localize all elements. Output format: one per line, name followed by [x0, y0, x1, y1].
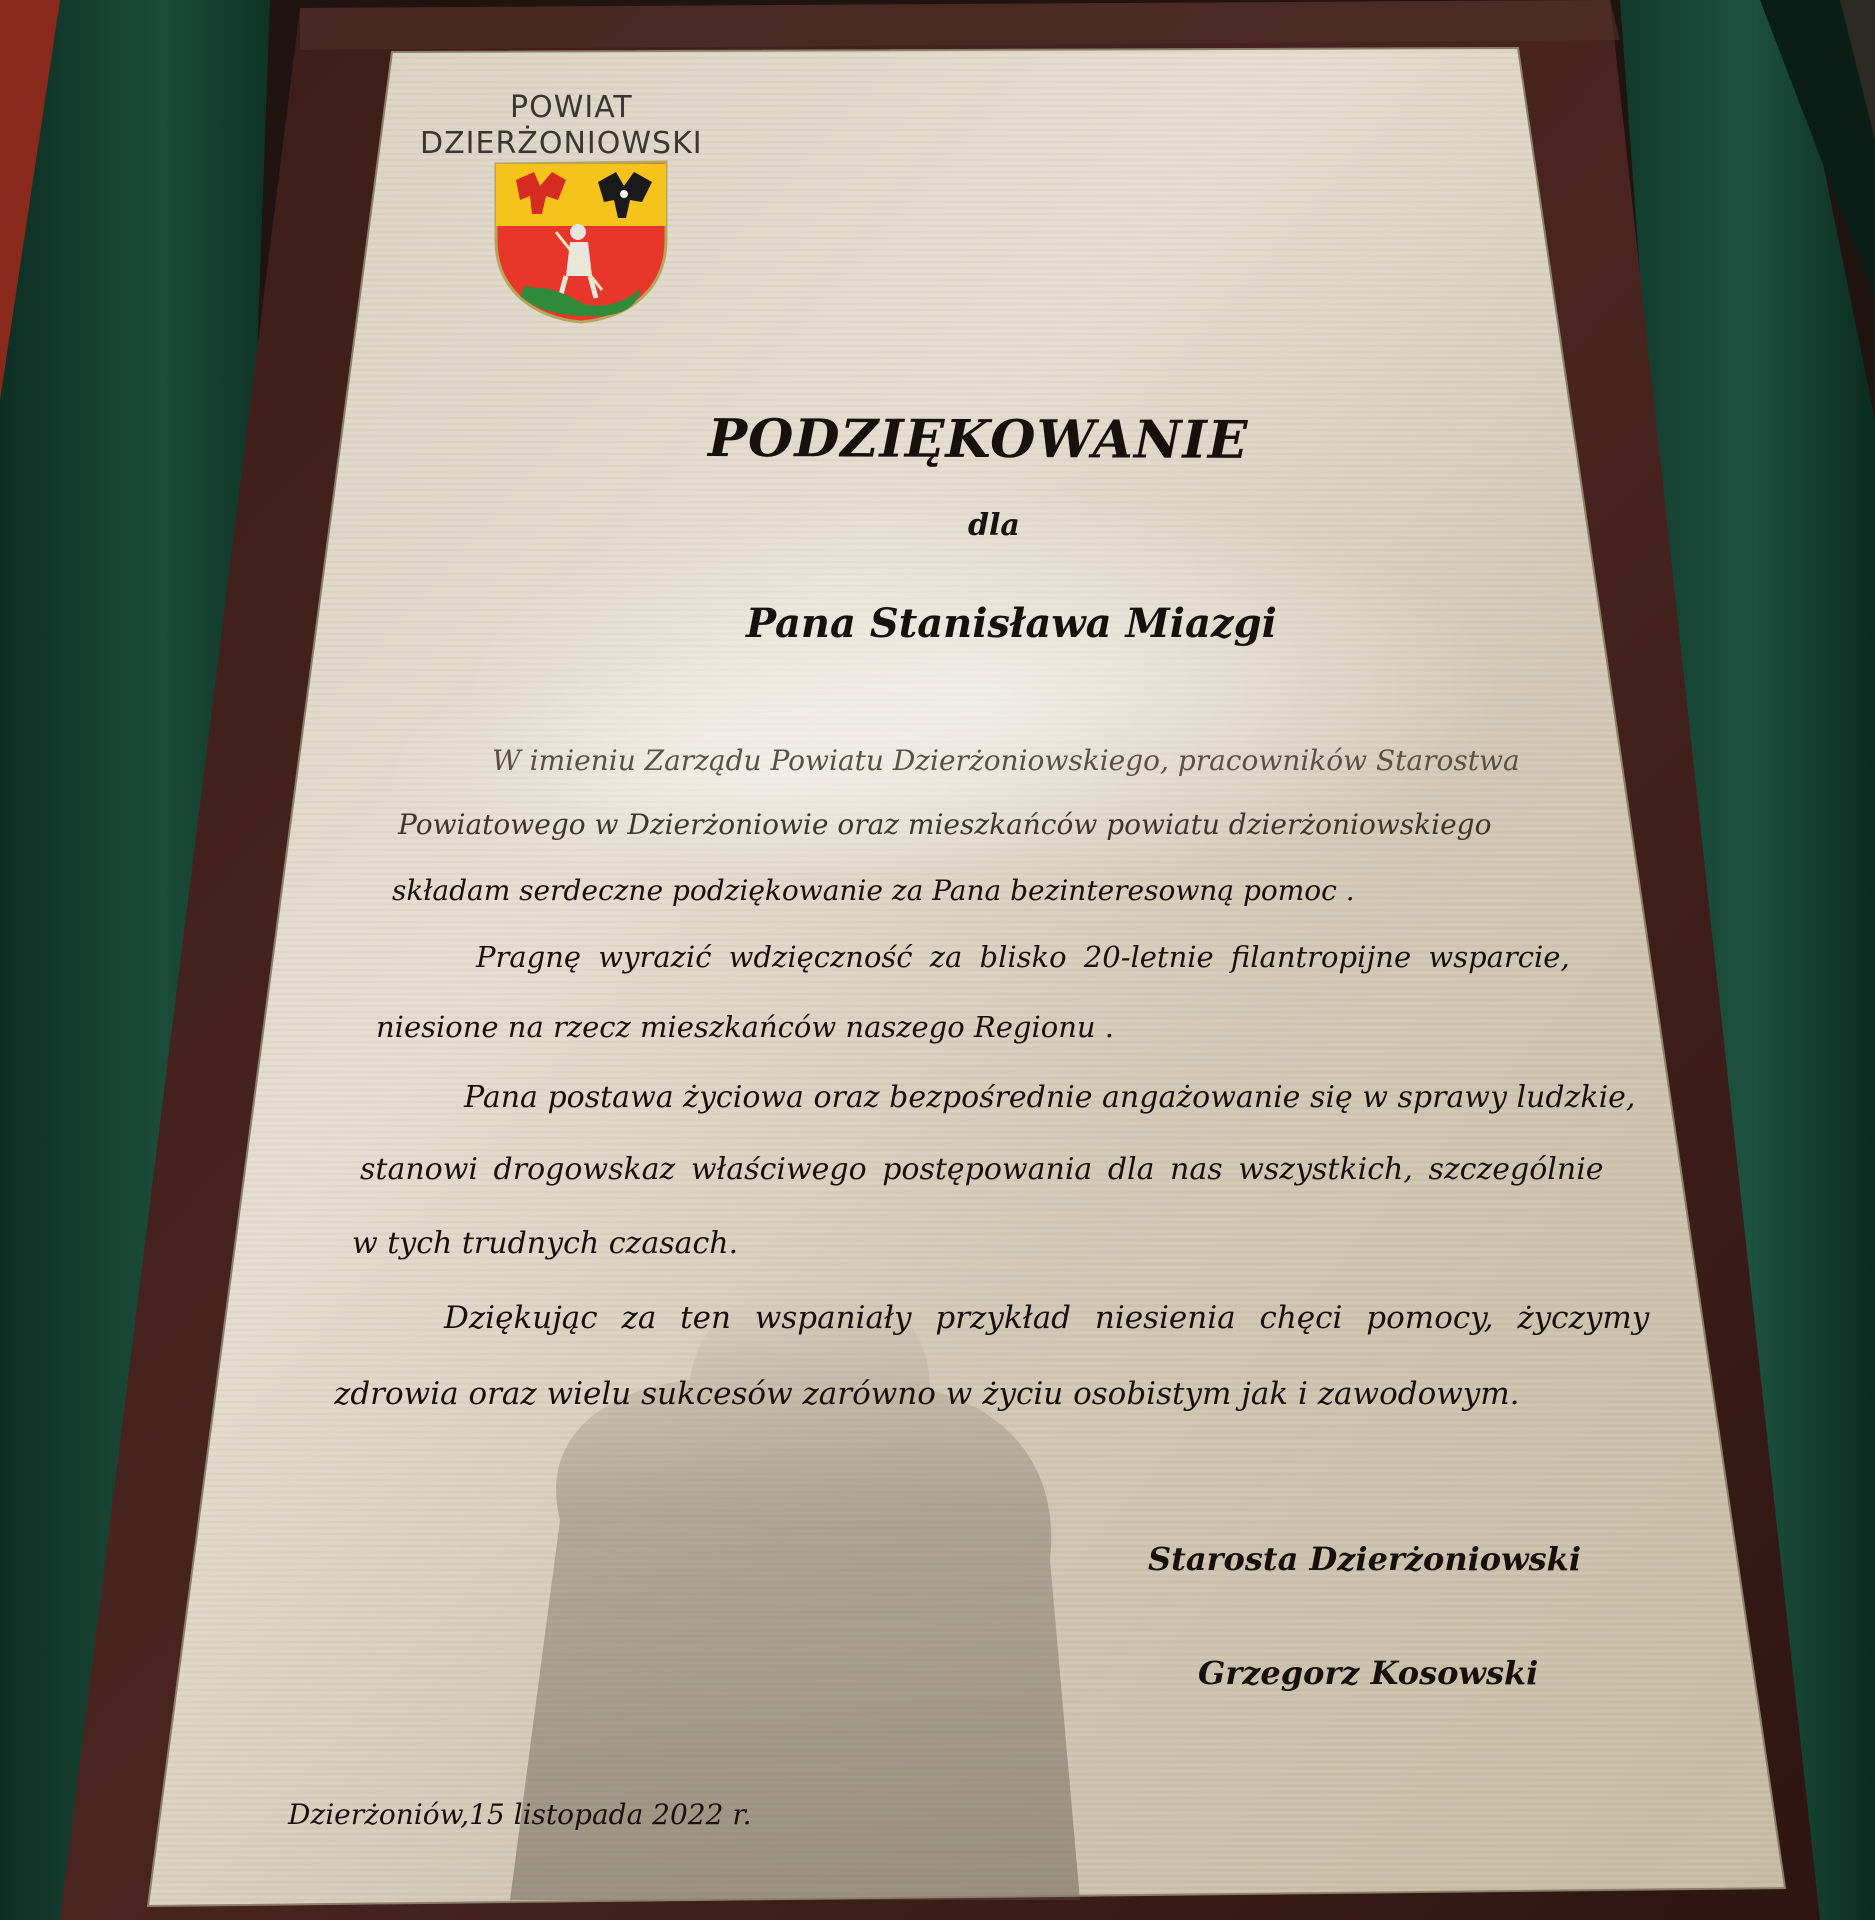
county-header-line1: POWIAT [510, 90, 633, 125]
body-line: w tych trudnych czasach. [352, 1226, 739, 1261]
county-header-line2: DZIERŻONIOWSKI [420, 126, 703, 161]
body-line: zdrowia oraz wielu sukcesów zarówno w życiu osobistym jak i zawodowym. [334, 1376, 1520, 1412]
body-line: Pana postawa życiowa oraz bezpośrednie angażowanie się w sprawy ludzkie, [464, 1080, 1636, 1115]
place-and-date: Dzierżoniów,15 listopada 2022 r. [288, 1798, 752, 1831]
body-line: niesione na rzecz mieszkańców naszego Regionu . [376, 1010, 1115, 1044]
body-line: Powiatowego w Dzierżoniowie oraz mieszkańców powiatu dzierżoniowskiego [398, 808, 1492, 841]
body-line: stanowi drogowskaz właściwego postępowania dla nas wszystkich, szczególnie [360, 1152, 1604, 1187]
body-line: W imieniu Zarządu Powiatu Dzierżoniowskiego, pracowników Starostwa [492, 744, 1520, 777]
body-line: Pragnę wyrazić wdzięczność za blisko 20-letnie filantropijne wsparcie, [476, 940, 1570, 974]
county-coat-of-arms [496, 162, 666, 322]
recipient-name: Pana Stanisława Miazgi [746, 600, 1277, 647]
signature-name: Grzegorz Kosowski [1198, 1654, 1539, 1692]
body-line: Dziękując za ten wspaniały przykład niesienia chęci pomocy, życzymy [444, 1300, 1650, 1336]
body-line: składam serdeczne podziękowanie za Pana bezinteresowną pomoc . [392, 874, 1355, 907]
signature-title: Starosta Dzierżoniowski [1148, 1540, 1581, 1578]
document-title: PODZIĘKOWANIE [707, 408, 1249, 471]
metal-plate [148, 48, 1785, 1906]
dedication-word: dla [968, 508, 1020, 543]
